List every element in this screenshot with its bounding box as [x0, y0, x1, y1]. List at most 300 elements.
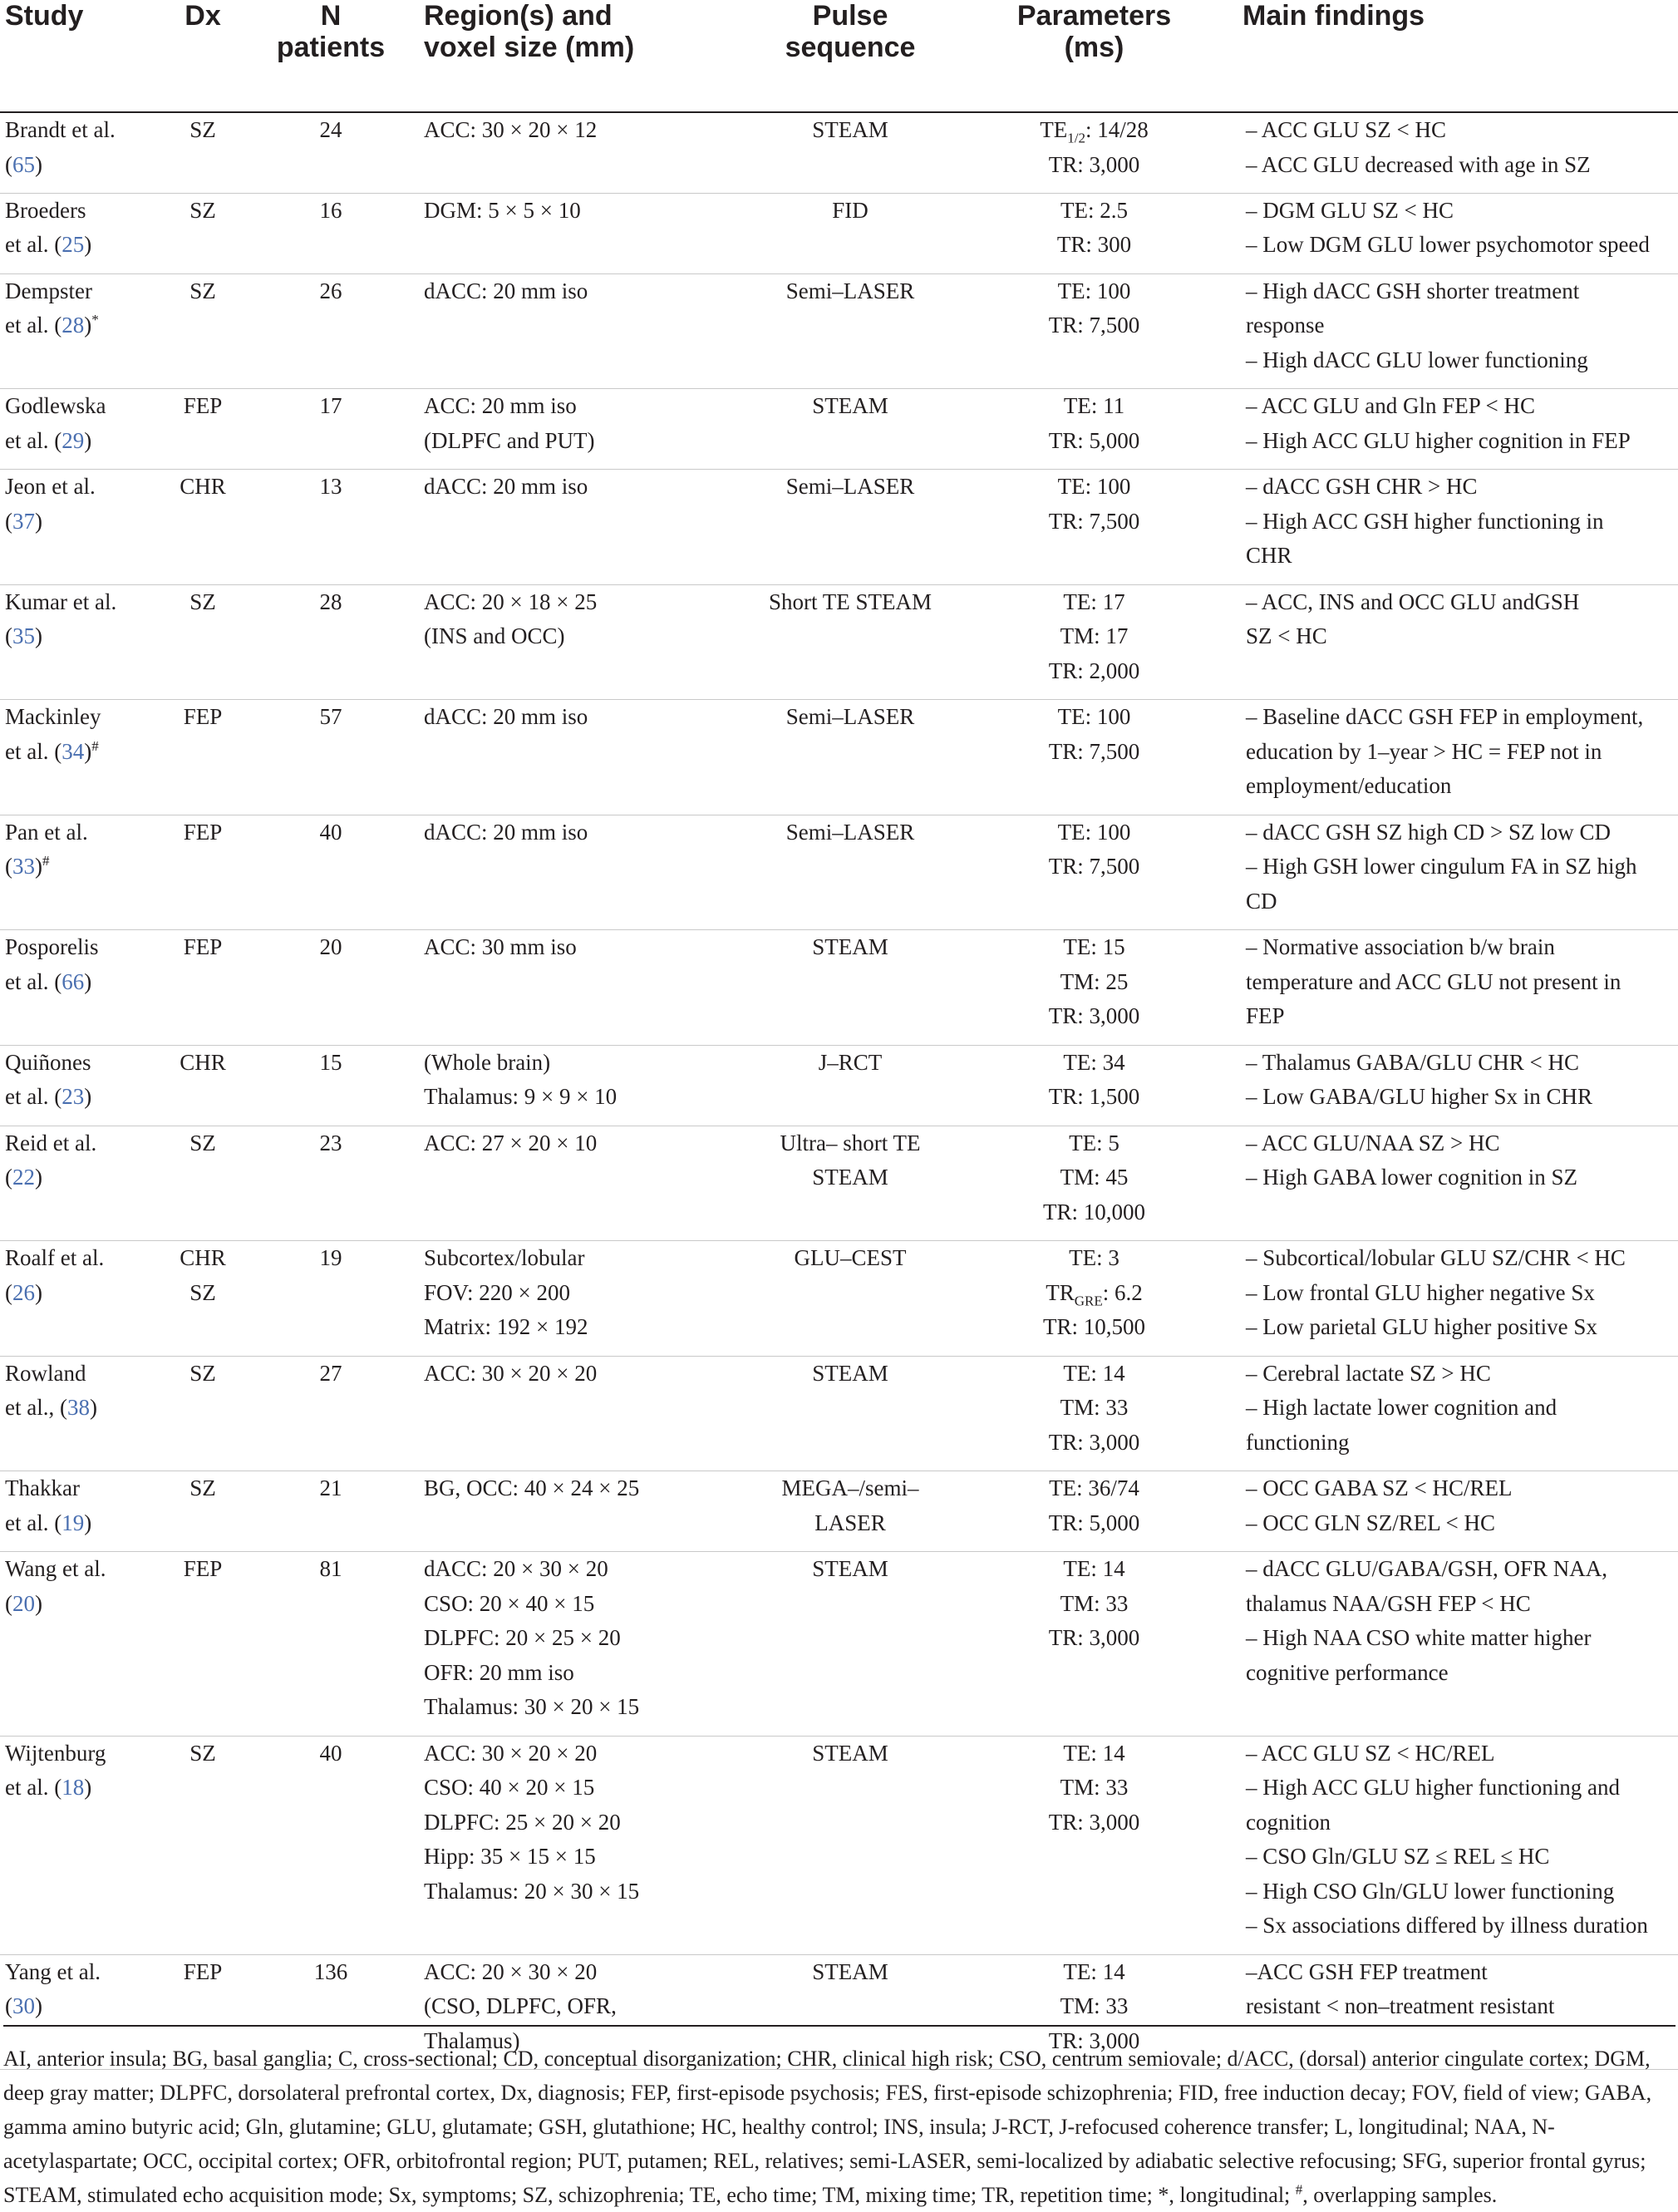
study-name: Rowland [5, 1360, 86, 1386]
region-line: ACC: 30 × 20 × 20 [424, 1740, 598, 1766]
region-line: dACC: 20 mm iso [424, 704, 588, 729]
dx-value: SZ [189, 1130, 216, 1155]
region-cell [419, 1241, 750, 1357]
table-row [0, 389, 1678, 470]
finding-line: – ACC GLU SZ < HC/REL [1246, 1740, 1495, 1766]
main-findings-cell [1238, 700, 1678, 815]
pulse-sequence-cell [750, 584, 951, 700]
parameters-cell [951, 1736, 1238, 1954]
n-patients-cell: 28 [243, 584, 419, 700]
region-cell [419, 1045, 750, 1126]
n-patients-cell: 57 [243, 700, 419, 815]
study-name-cont: et al. [5, 738, 49, 764]
parameter-line [956, 308, 1233, 343]
parameters-cell [951, 1045, 1238, 1126]
parameter-line [956, 1587, 1233, 1622]
region-line: dACC: 20 mm iso [424, 474, 588, 499]
parameters-cell [951, 1241, 1238, 1357]
study-ref-line: (35) [5, 623, 42, 648]
table-row [0, 470, 1678, 585]
finding-line: thalamus NAA/GSH FEP < HC [1246, 1590, 1531, 1616]
parameter-text: TR: 7,500 [1048, 738, 1140, 764]
parameter-text: TR: 7,500 [1048, 508, 1140, 534]
parameter-value: : 6.2 [1102, 1279, 1143, 1305]
parameter-line [956, 1391, 1233, 1426]
study-reference: 37 [12, 508, 35, 534]
table-row [0, 1471, 1678, 1552]
finding-line: temperature and ACC GLU not present in [1246, 968, 1621, 994]
header-main-findings: Main findings [1238, 0, 1678, 112]
dx-value: FEP [183, 1958, 223, 1984]
dx-cell [163, 1045, 243, 1126]
region-cell [419, 1126, 750, 1241]
study-reference: 65 [12, 151, 35, 177]
finding-line: – Subcortical/lobular GLU SZ/CHR < HC [1246, 1245, 1626, 1270]
study-name: Thakkar [5, 1475, 80, 1500]
parameter-text: TR: 3,000 [1048, 1003, 1140, 1028]
header-region [419, 0, 750, 112]
region-line: (INS and OCC) [424, 623, 565, 648]
n-patients-cell: 26 [243, 273, 419, 389]
parameter-line [956, 1955, 1233, 1990]
dx-cell [163, 470, 243, 585]
parameter-text: TE: 100 [1057, 819, 1131, 845]
parameter-text: TE: 14 [1063, 1360, 1125, 1386]
main-findings-cell [1238, 1552, 1678, 1737]
dx-cell [163, 1552, 243, 1737]
pulse-line: STEAM [812, 1165, 888, 1190]
region-line: Thalamus: 20 × 30 × 15 [424, 1878, 640, 1904]
study-name: Reid et al. [5, 1130, 97, 1155]
region-cell [419, 1736, 750, 1954]
parameter-text: TM: 45 [1060, 1165, 1129, 1190]
parameter-line [956, 1310, 1233, 1345]
dx-value: SZ [189, 1360, 216, 1386]
parameter-text: TR: 3,000 [1048, 1429, 1140, 1455]
study-name: Broeders [5, 197, 86, 223]
region-line: CSO: 40 × 20 × 15 [424, 1775, 595, 1800]
region-cell [419, 700, 750, 815]
parameters-cell [951, 930, 1238, 1046]
header-study: Study [0, 0, 163, 112]
table-row [0, 273, 1678, 389]
pulse-sequence-cell [750, 1126, 951, 1241]
study-cell [0, 1126, 163, 1241]
dx-cell [163, 815, 243, 930]
main-findings-cell [1238, 815, 1678, 930]
parameter-text: TE: 100 [1057, 474, 1131, 499]
parameter-line [956, 1357, 1233, 1392]
study-reference: 28 [62, 313, 85, 337]
pulse-line: Semi–LASER [785, 704, 915, 729]
table-row [0, 584, 1678, 700]
main-findings-cell [1238, 273, 1678, 389]
study-ref-line: et al. (28)* [5, 312, 99, 337]
parameter-line [956, 735, 1233, 770]
parameter-line [956, 1276, 1233, 1311]
table-row [0, 1126, 1678, 1241]
study-reference: 22 [12, 1165, 35, 1190]
region-cell [419, 389, 750, 470]
study-name: Jeon et al. [5, 474, 96, 499]
pulse-sequence-cell [750, 1736, 951, 1954]
study-name-cont: et al. [5, 232, 49, 257]
dx-cell [163, 1736, 243, 1954]
n-patients-cell: 81 [243, 1552, 419, 1737]
finding-line: – OCC GABA SZ < HC/REL [1246, 1475, 1513, 1500]
study-ref-line: et al. (19) [5, 1510, 92, 1535]
study-mark: * [91, 312, 99, 328]
pulse-sequence-cell [750, 700, 951, 815]
study-mark: # [91, 737, 99, 754]
parameters-cell [951, 112, 1238, 193]
region-line: Thalamus) [424, 2027, 520, 2053]
parameter-text: TE: 11 [1063, 393, 1125, 418]
region-cell [419, 815, 750, 930]
parameter-value: : 14/28 [1085, 117, 1149, 142]
finding-line: employment/education [1246, 773, 1452, 798]
table-header-row [0, 0, 1678, 112]
region-line: dACC: 20 mm iso [424, 278, 588, 303]
main-findings-cell [1238, 193, 1678, 273]
parameter-line [956, 585, 1233, 620]
study-cell [0, 700, 163, 815]
finding-line: response [1246, 313, 1325, 337]
study-cell [0, 1552, 163, 1737]
region-line: Matrix: 192 × 192 [424, 1314, 588, 1339]
study-cell [0, 1045, 163, 1126]
study-cell [0, 1736, 163, 1954]
parameter-line [956, 470, 1233, 505]
finding-line: education by 1–year > HC = FEP not in [1246, 738, 1602, 764]
finding-line: – dACC GLU/GABA/GSH, OFR NAA, [1246, 1556, 1608, 1581]
study-ref-line: (30) [5, 1993, 42, 2018]
region-cell [419, 1552, 750, 1737]
parameter-line [956, 815, 1233, 850]
parameter-line [956, 1195, 1233, 1230]
finding-line: – OCC GLN SZ/REL < HC [1246, 1510, 1495, 1535]
finding-line: – ACC GLU decreased with age in SZ [1246, 151, 1591, 177]
table-row [0, 930, 1678, 1046]
dx-value: SZ [189, 278, 216, 303]
pulse-line: Semi–LASER [785, 278, 915, 303]
finding-line: – ACC, INS and OCC GLU andGSH [1246, 589, 1580, 614]
n-patients-cell: 27 [243, 1356, 419, 1471]
region-line: Hipp: 35 × 15 × 15 [424, 1844, 596, 1869]
dx-cell [163, 930, 243, 1046]
finding-line: – High ACC GSH higher functioning in [1246, 508, 1604, 534]
study-name-cont: et al., [5, 1395, 55, 1420]
pulse-sequence-cell [750, 1241, 951, 1357]
parameter-text: TE [1040, 117, 1068, 142]
pulse-line: J–RCT [818, 1049, 883, 1075]
finding-line: – Baseline dACC GSH FEP in employment, [1246, 704, 1644, 729]
region-cell [419, 193, 750, 273]
parameter-line [956, 1080, 1233, 1115]
header-pulse-sequence: Pulse sequence [750, 0, 951, 112]
study-cell [0, 389, 163, 470]
parameter-text: TR: 7,500 [1048, 854, 1140, 879]
finding-line: functioning [1246, 1429, 1350, 1455]
region-line: dACC: 20 mm iso [424, 819, 588, 845]
finding-line: cognition [1246, 1809, 1331, 1835]
region-cell [419, 470, 750, 585]
header-dx: Dx [163, 0, 243, 112]
pulse-sequence-cell [750, 1045, 951, 1126]
main-findings-cell [1238, 389, 1678, 470]
study-name: Wang et al. [5, 1556, 106, 1581]
finding-line: cognitive performance [1246, 1659, 1449, 1685]
finding-line: – High lactate lower cognition and [1246, 1395, 1557, 1420]
study-ref-line: (33)# [5, 853, 50, 879]
pulse-sequence-cell [750, 389, 951, 470]
parameter-text: TR: 3,000 [1048, 151, 1140, 177]
region-cell [419, 584, 750, 700]
parameter-line [956, 1506, 1233, 1541]
study-name: Quiñones [5, 1049, 91, 1075]
parameter-line [956, 965, 1233, 1000]
dx-value: FEP [183, 819, 223, 845]
pulse-line: Semi–LASER [785, 474, 915, 499]
parameter-line [956, 113, 1233, 148]
table-row [0, 1356, 1678, 1471]
parameters-cell [951, 1552, 1238, 1737]
parameters-cell [951, 470, 1238, 585]
study-ref-line: (26) [5, 1279, 42, 1305]
parameter-line [956, 700, 1233, 735]
region-cell [419, 1356, 750, 1471]
study-reference: 29 [62, 427, 85, 453]
parameter-text: TE: 100 [1057, 278, 1131, 303]
dx-value: SZ [189, 1475, 216, 1500]
n-patients-cell: 24 [243, 112, 419, 193]
dx-value: CHR [180, 1245, 226, 1270]
study-ref-line: (20) [5, 1590, 42, 1616]
finding-line: –ACC GSH FEP treatment [1246, 1958, 1488, 1984]
study-cell [0, 193, 163, 273]
study-reference: 18 [62, 1775, 85, 1800]
study-name: Mackinley [5, 704, 101, 729]
n-patients-cell: 40 [243, 1736, 419, 1954]
parameter-line [956, 274, 1233, 309]
parameter-line [956, 619, 1233, 654]
table-row [0, 1241, 1678, 1357]
study-name: Brandt et al. [5, 117, 116, 142]
region-line: Thalamus: 9 × 9 × 10 [424, 1084, 618, 1109]
finding-line: – Low frontal GLU higher negative Sx [1246, 1279, 1595, 1305]
main-findings-cell [1238, 112, 1678, 193]
pulse-line: Short TE STEAM [768, 589, 932, 614]
finding-line: – High ACC GLU higher cognition in FEP [1246, 427, 1631, 453]
region-line: ACC: 20 mm iso [424, 393, 577, 418]
region-line: dACC: 20 × 30 × 20 [424, 1556, 608, 1581]
parameter-line [956, 148, 1233, 183]
header-n-line-2: patients [276, 32, 386, 63]
pulse-sequence-cell [750, 1471, 951, 1552]
dx-value: SZ [189, 117, 216, 142]
study-ref-line: et al., (38) [5, 1395, 97, 1420]
finding-line: – ACC GLU/NAA SZ > HC [1246, 1130, 1500, 1155]
region-line: ACC: 27 × 20 × 10 [424, 1130, 598, 1155]
study-cell [0, 273, 163, 389]
study-cell [0, 1471, 163, 1552]
region-line: ACC: 20 × 18 × 25 [424, 589, 598, 614]
header-parameters-line-2: (ms) [1064, 32, 1124, 63]
parameter-line [956, 505, 1233, 539]
dx-cell [163, 193, 243, 273]
parameters-cell [951, 584, 1238, 700]
parameter-line [956, 1241, 1233, 1276]
study-name-cont: et al. [5, 968, 49, 994]
parameter-text: TE: 100 [1057, 704, 1131, 729]
study-reference: 20 [12, 1590, 35, 1616]
parameters-cell [951, 815, 1238, 930]
dx-value: FEP [183, 704, 223, 729]
finding-line: – High NAA CSO white matter higher [1246, 1625, 1592, 1650]
parameter-line [956, 1160, 1233, 1195]
main-findings-cell [1238, 1736, 1678, 1954]
study-name-cont: et al. [5, 1510, 49, 1535]
main-findings-cell [1238, 584, 1678, 700]
finding-line: – dACC GSH SZ high CD > SZ low CD [1246, 819, 1612, 845]
header-n-patients [243, 0, 419, 112]
pulse-sequence-cell [750, 193, 951, 273]
n-patients-cell: 19 [243, 1241, 419, 1357]
study-name-cont: et al. [5, 1775, 49, 1800]
region-line: (DLPFC and PUT) [424, 427, 595, 453]
finding-line: – Low parietal GLU higher positive Sx [1246, 1314, 1597, 1339]
dx-value: FEP [183, 934, 223, 959]
parameter-text: TE: 15 [1063, 934, 1125, 959]
region-line: Thalamus: 30 × 20 × 15 [424, 1694, 640, 1719]
parameter-text: TE: 3 [1069, 1245, 1119, 1270]
study-reference: 66 [62, 968, 85, 994]
parameters-cell [951, 193, 1238, 273]
parameter-text: TE: 14 [1063, 1740, 1125, 1766]
parameter-text: TE: 14 [1063, 1556, 1125, 1581]
pulse-line: STEAM [812, 1360, 888, 1386]
study-ref-line: (37) [5, 508, 42, 534]
dx-cell [163, 1471, 243, 1552]
n-patients-cell: 20 [243, 930, 419, 1046]
parameter-text: TE: 36/74 [1049, 1475, 1139, 1500]
pulse-line: STEAM [812, 393, 888, 418]
study-cell [0, 112, 163, 193]
region-line: OFR: 20 mm iso [424, 1659, 574, 1685]
table-row [0, 1552, 1678, 1737]
pulse-line: STEAM [812, 117, 888, 142]
study-cell [0, 584, 163, 700]
parameters-cell [951, 389, 1238, 470]
pulse-sequence-cell [750, 273, 951, 389]
pulse-sequence-cell [750, 930, 951, 1046]
study-name: Posporelis [5, 934, 99, 959]
main-findings-cell [1238, 1241, 1678, 1357]
pulse-sequence-cell [750, 815, 951, 930]
study-ref-line: et al. (23) [5, 1084, 92, 1109]
parameter-text: TR: 10,500 [1042, 1314, 1145, 1339]
parameter-line [956, 654, 1233, 689]
study-cell [0, 1356, 163, 1471]
parameter-text: TE: 34 [1063, 1049, 1125, 1075]
pulse-sequence-cell [750, 1356, 951, 1471]
study-name: Roalf et al. [5, 1245, 105, 1270]
dx-value: SZ [189, 1279, 216, 1305]
parameter-line [956, 228, 1233, 263]
pulse-line: STEAM [812, 1556, 888, 1581]
parameter-text: TM: 17 [1060, 623, 1129, 648]
finding-line: – Low DGM GLU lower psychomotor speed [1246, 232, 1650, 257]
main-findings-cell [1238, 470, 1678, 585]
region-line: ACC: 30 × 20 × 12 [424, 117, 598, 142]
pulse-line: FID [832, 197, 869, 223]
dx-value: SZ [189, 589, 216, 614]
footnote-tail: , overlapping samples. [1302, 2183, 1498, 2207]
n-patients-cell: 16 [243, 193, 419, 273]
header-parameters [951, 0, 1238, 112]
n-patients-cell: 13 [243, 470, 419, 585]
dx-value: FEP [183, 1556, 223, 1581]
finding-line: – High CSO Gln/GLU lower functioning [1246, 1878, 1615, 1904]
parameters-cell [951, 273, 1238, 389]
n-patients-cell: 21 [243, 1471, 419, 1552]
region-line: DLPFC: 20 × 25 × 20 [424, 1625, 621, 1650]
finding-line: – Low GABA/GLU higher Sx in CHR [1246, 1084, 1592, 1109]
parameter-line [956, 999, 1233, 1034]
parameter-line [956, 930, 1233, 965]
study-cell [0, 470, 163, 585]
parameters-cell [951, 700, 1238, 815]
finding-line: – CSO Gln/GLU SZ ≤ REL ≤ HC [1246, 1844, 1550, 1869]
region-line: ACC: 30 mm iso [424, 934, 577, 959]
main-findings-cell [1238, 1471, 1678, 1552]
pulse-line: LASER [814, 1510, 886, 1535]
parameter-text: TM: 33 [1060, 1993, 1129, 2018]
finding-line: CD [1246, 888, 1277, 914]
finding-line: – ACC GLU and Gln FEP < HC [1246, 393, 1536, 418]
table-row [0, 815, 1678, 930]
study-cell [0, 1241, 163, 1357]
study-name: Wijtenburg [5, 1740, 106, 1766]
finding-line: CHR [1246, 543, 1292, 568]
table-row [0, 193, 1678, 273]
header-n-line-1: N [320, 0, 342, 32]
study-ref-line: et al. (25) [5, 232, 92, 257]
parameter-text: TR: 7,500 [1048, 313, 1140, 337]
pulse-line: Ultra– short TE [780, 1130, 921, 1155]
parameter-text: TR: 10,000 [1042, 1199, 1145, 1224]
pulse-line: GLU–CEST [794, 1245, 907, 1270]
region-line: CSO: 20 × 40 × 15 [424, 1590, 595, 1616]
pulse-line: MEGA–/semi– [781, 1475, 919, 1500]
region-cell [419, 930, 750, 1046]
region-cell [419, 112, 750, 193]
study-ref-line: (65) [5, 151, 42, 177]
parameters-cell [951, 1356, 1238, 1471]
parameter-text: TR: 5,000 [1048, 427, 1140, 453]
parameter-line [956, 424, 1233, 459]
region-cell [419, 273, 750, 389]
parameter-text: TR: 3,000 [1048, 1809, 1140, 1835]
region-line: ACC: 20 × 30 × 20 [424, 1958, 598, 1984]
study-name-cont: et al. [5, 1084, 49, 1109]
finding-line: FEP [1246, 1003, 1285, 1028]
parameter-line [956, 1989, 1233, 2024]
parameter-text: TE: 2.5 [1060, 197, 1128, 223]
dx-cell [163, 584, 243, 700]
parameter-line [956, 389, 1233, 424]
parameter-text: TR: 2,000 [1048, 658, 1140, 683]
